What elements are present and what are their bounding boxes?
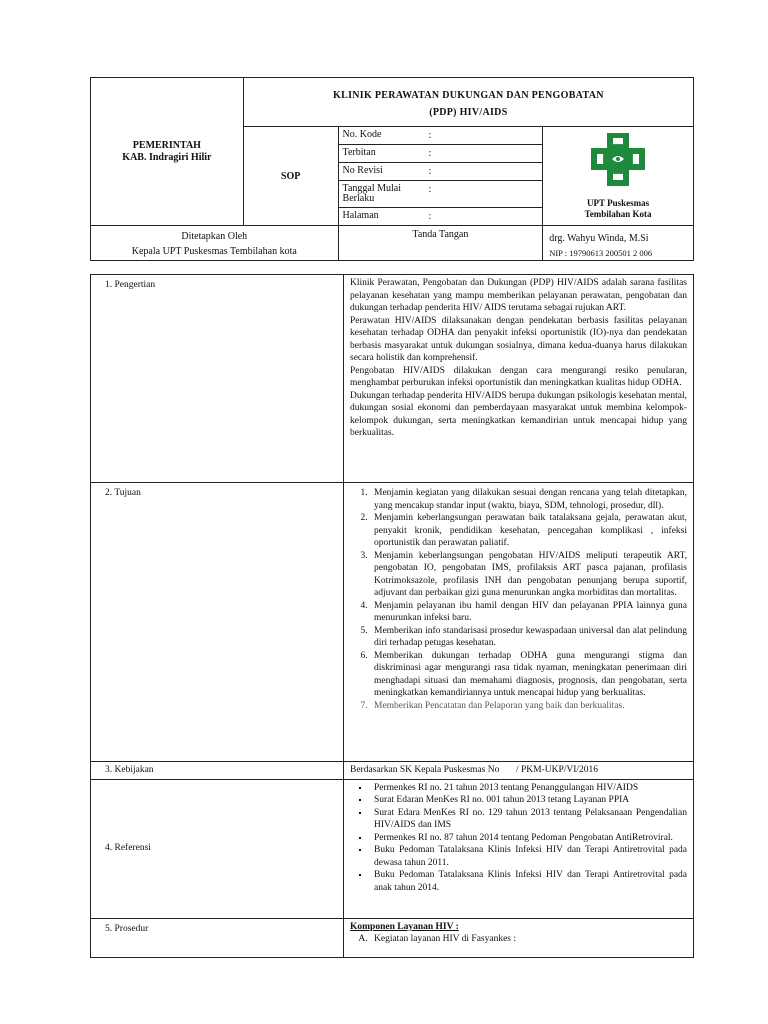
logo-text-line1: UPT Puskesmas — [587, 197, 650, 208]
government-line2: KAB. Indragiri Hilir — [122, 151, 212, 163]
field-no-revisi — [338, 163, 543, 181]
list-item: ▪ Buku Pedoman Tatalaksana Klinis Infeksi HIV dan Terapi Antiretrovital pada dewasa tahun 2011. — [370, 844, 687, 869]
title-line2: (PDP) HIV/AIDS — [429, 107, 508, 118]
field-sep: : — [428, 166, 432, 177]
ditetapkan-cell — [91, 226, 339, 261]
tujuan-content — [344, 483, 694, 762]
title-line1: KLINIK PERAWATAN DUKUNGAN DAN PENGOBATAN — [333, 90, 604, 101]
sop-label: SOP — [243, 127, 338, 226]
list-item: ▪ Surat Edaran MenKes RI no. 001 tahun 2013 tetang Layanan PPIA — [370, 794, 687, 807]
sop-content-table — [90, 274, 694, 958]
row-prosedur — [91, 918, 694, 957]
sop-header-table — [90, 77, 694, 261]
field-label: Tanggal Mulai Berlaku — [342, 183, 401, 204]
prosedur-list — [350, 933, 687, 946]
row-referensi — [91, 779, 694, 918]
signer-cell — [543, 226, 694, 261]
document-title — [243, 78, 693, 127]
tanda-tangan-cell: Tanda Tangan — [338, 226, 543, 261]
field-label: No Revisi — [342, 165, 383, 176]
field-sep: : — [428, 184, 432, 195]
field-no-kode — [338, 127, 543, 145]
list-item: 4. Menjamin pelayanan ibu hamil dengan HIV dan pelayanan PPIA lainnya guna menurunkan infeksi baru. — [370, 600, 687, 625]
field-sep: : — [428, 130, 432, 141]
row-kebijakan — [91, 762, 694, 780]
field-sep: : — [428, 148, 432, 159]
government-cell — [91, 78, 244, 226]
list-item: A. Kegiatan layanan HIV di Fasyankes : — [370, 933, 687, 946]
field-label: No. Kode — [342, 129, 382, 140]
kebijakan-content: Berdasarkan SK Kepala Puskesmas No / PKM-UKP/VI/2016 — [344, 762, 694, 780]
list-item: ▪ Permenkes RI no. 87 tahun 2014 tentang Pedoman Pengobatan AntiRetroviral. — [370, 832, 687, 845]
list-item: 5. Memberikan info standarisasi prosedur kewaspadaan universal dan alat pelindung diri terhadap petugas kesehatan. — [370, 625, 687, 650]
row-tujuan — [91, 483, 694, 762]
list-item: ▪ Surat Edara MenKes RI no. 129 tahun 2013 tentang Pelaksanaan Pengendalian HIV/AIDS dan IMS — [370, 807, 687, 832]
list-item: 1. Menjamin kegiatan yang dilakukan sesuai dengan rencana yang telah ditetapkan, yang mencakup standar input (waktu, biaya, SDM, tehnologi, prosedur, dll). — [370, 487, 687, 512]
government-line1: PEMERINTAH — [132, 139, 201, 151]
paragraph: Dukungan terhadap penderita HIV/AIDS berupa dukungan psikologis kesehatan mental, dukungan sosial ekonomi dan pemberdayaan masyarakat untuk membina kelompok-kelompok dukungan, serta meningkatkan kemandirian untuk mencapai hidup yang berkualitas. — [350, 390, 687, 438]
logo-text-line2: Tembilahan Kota — [584, 208, 652, 219]
puskesmas-logo-icon — [586, 133, 650, 191]
list-item: 6. Memberikan dukungan terhadap ODHA guna mengurangi stigma dan diskriminasi agar mengurangi rasa tidak nyaman, meningkatan penerimaan diri menghadapi situasi dan memahami diagnosis, prognosis, dan pengobatan, serta meningkatkan kemandiriannya untuk mencapai hidup yang berkualitas. — [370, 650, 687, 700]
puskesmas-logo-cell — [543, 127, 694, 226]
list-item: 7. Memberikan Pencatatan dan Pelaporan yang baik dan berkualitas. — [370, 700, 687, 713]
list-item: 2. Menjamin keberlangsungan perawatan baik tatalaksana gejala, perawatan akut, penyakit kronik, pendidikan kesehatan, pencegahan komplikasi , infeksi oportunistik dan perawatan paliatif. — [370, 512, 687, 550]
field-label: Halaman — [342, 210, 379, 221]
list-item: 3. Menjamin keberlangsungan pengobatan HIV/AIDS meliputi terapeutik ART, pengobatan IO, pengobatan IMS, profilaksis ART pasca pajanan, profilasis Kotrimoksazole, profilasis INH dan pengobatan penunjang berupa suportif, adjuvant dan perbaikan gizi guna menurunkan angka morbiditas dan mortalitas. — [370, 550, 687, 600]
field-label: Terbitan — [342, 147, 376, 158]
section-label: 3. Kebijakan — [91, 762, 344, 780]
row-pengertian — [91, 275, 694, 483]
prosedur-content — [344, 918, 694, 957]
tujuan-list — [350, 487, 687, 712]
paragraph: Klinik Perawatan, Pengobatan dan Dukungan (PDP) HIV/AIDS adalah sarana fasilitas pelayanan kesehatan yang mampu memberikan pelayanan perawatan, pengobatan dan dukungan terhadap penderita HIV/ AIDS terutama sebagai rujukan ART. — [350, 278, 687, 313]
referensi-content — [344, 779, 694, 918]
signer-name: drg. Wahyu Winda, M.Si — [549, 233, 649, 244]
field-sep: : — [428, 211, 432, 222]
section-label: 5. Prosedur — [91, 918, 344, 957]
field-terbitan — [338, 145, 543, 163]
section-label: 1. Pengertian — [91, 275, 344, 483]
pengertian-content — [344, 275, 694, 483]
paragraph: Pengobatan HIV/AIDS dilakukan dengan cara mengurangi resiko penularan, menghambat perburukan infeksi oportunistik dan meningkatkan kualitas hidup ODHA. — [350, 365, 687, 388]
signer-nip: NIP : 19790613 200501 2 006 — [549, 248, 653, 258]
section-label: 4. Referensi — [91, 779, 344, 918]
field-tanggal-mulai — [338, 181, 543, 208]
list-item: ▪ Permenkes RI no. 21 tahun 2013 tentang Penanggulangan HIV/AIDS — [370, 782, 687, 795]
prosedur-heading: Komponen Layanan HIV : — [350, 921, 459, 932]
referensi-list — [350, 782, 687, 895]
kepala-upt: Kepala UPT Puskesmas Tembilahan kota — [131, 246, 297, 257]
paragraph: Perawatan HIV/AIDS dilaksanakan dengan pendekatan berbasis fasilitas pelayanan kesehatan terhadap ODHA dan penyakit infeksi oportunistik (IO)-nya dan pendekatan berbasis masyarakat untuk dukungan sosialnya, dimana kedua-duanya harus dilakukan secara holistik dan komprehensif. — [350, 315, 687, 363]
ditetapkan-oleh: Ditetapkan Oleh — [181, 231, 248, 242]
list-item: ▪ Buku Pedoman Tatalaksana Klinis Infeksi HIV dan Terapi Antiretrovital pada anak tahun 2014. — [370, 869, 687, 894]
field-halaman — [338, 208, 543, 226]
section-label: 2. Tujuan — [91, 483, 344, 762]
